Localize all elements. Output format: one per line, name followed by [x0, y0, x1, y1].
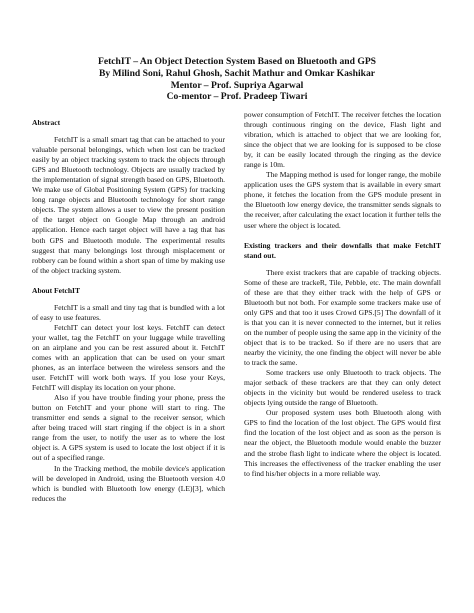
right-column	[244, 110, 441, 479]
existing-paragraph-3: Our proposed system uses both Bluetooth along with GPS to find the location of the lost object. The GPS would first find the location of the lost object and as soon as the person is near the object, the Bluetooth module would enable the buzzer and the strobe flash light to indicate where the object is located. This increases the effectiveness of the tracker enabling the user to find his/her objects in a more reliable way.	[244, 408, 441, 478]
existing-paragraph-2: Some trackers use only Bluetooth to track objects. The major setback of these trackers are that they can only detect objects in the vicinity but would be rendered useless to track objects lying outside the range of Bluetooth.	[244, 368, 441, 408]
about-paragraph-1: FetchIT is a small and tiny tag that is bundled with a lot of easy to use features.	[32, 302, 225, 322]
paper-header	[30, 56, 444, 103]
paper-mentor: Mentor – Prof. Supriya Agarwal	[170, 79, 304, 91]
about-paragraph-4: In the Tracking method, the mobile device's application will be developed in Android, using the Bluetooth version 4.0 which is bundled with Bluetooth low energy (LE)[3], which reduces the	[32, 463, 225, 503]
paper-comentor: Co-mentor – Prof. Pradeep Tiwari	[166, 91, 308, 103]
about-paragraph-3: Also if you have trouble finding your phone, press the button on FetchIT and your phone will start to ring. The transmitter end sends a signal to the receiver sensor, which after being traced will start ringing if the object is in a short range from the user, to notify the user as to where the lost object is. A GPS system is used to locate the lost object if it is out of a specified range.	[32, 393, 225, 463]
about-heading: About FetchIT	[32, 285, 81, 295]
abstract-text: FetchIT is a small smart tag that can be attached to your valuable personal belongings, which when lost can be tracked easily by an object tracking system to track the objects through GPS and Bluetooth technology. Objects are usually tracked by the implementation of signal strength based on GPS, Bluetooth. We make use of Global Positioning System (GPS) for tracking long range objects and Bluetooth technology for short range objects. The system allows a user to view the present position of the target object on Google Map through an android application. Hence each target object will have a tag that has both GPS and Bluetooth module. The experimental results suggest that many belongings lost through misplacement or robbery can be found within a short span of time by making use of the object tracking system.	[32, 135, 225, 275]
about-paragraph-2: FetchIT can detect your lost keys. FetchIT can detect your wallet, tag the FetchIT on your luggage while travelling on an airplane and you can be rest assured about it. FetchIT comes with an application that can be used on your smart phones, as an interface between the wireless sensors and the user. FetchIT will work both ways. If you lose your Keys, FetchIT will display its location on your phone.	[32, 322, 225, 393]
about-paragraph-6: The Mapping method is used for longer range, the mobile application uses the GPS system that is available in every smart phone, it fetches the location from the GPS module present in the Bluetooth low energy device, the transmitter sends signals to the receiver, after calculating the exact location it further tells the user where the object is located.	[244, 170, 441, 230]
about-paragraph-5: power consumption of FetchIT. The receiver fetches the location through continuous ringing on the device, Flash light and vibration, which is attached to object that we are looking for, since the object that we are looking for is supposed to be close by, it can be easily located through the ringing as the device range is 10m.	[244, 110, 441, 170]
existing-paragraph-1: There exist trackers that are capable of tracking objects. Some of these are trackeR, Tile, Pebble, etc. The main downfall of these are that they either track with the help of GPS or Bluetooth but not both. For example some trackers make use of only GPS and that too it uses Crowd GPS.[5] The downfall of it is that you can it is never connected to the internet, but it relies on the number of people using the same app in the vicinity of the object that is to be tracked. So if there are no users that are nearby the vicinity, the one finding the object will never be able to track the same.	[244, 267, 441, 368]
abstract-heading: Abstract	[32, 118, 61, 127]
left-column	[32, 118, 225, 504]
existing-heading: Existing trackers and their downfalls that make FetchIT stand out.	[244, 240, 441, 260]
paper-title: FetchIT – An Object Detection System Based on Bluetooth and GPS	[97, 56, 377, 67]
paper-authors: By Milind Soni, Rahul Ghosh, Sachit Mathur and Omkar Kashikar	[98, 67, 376, 79]
